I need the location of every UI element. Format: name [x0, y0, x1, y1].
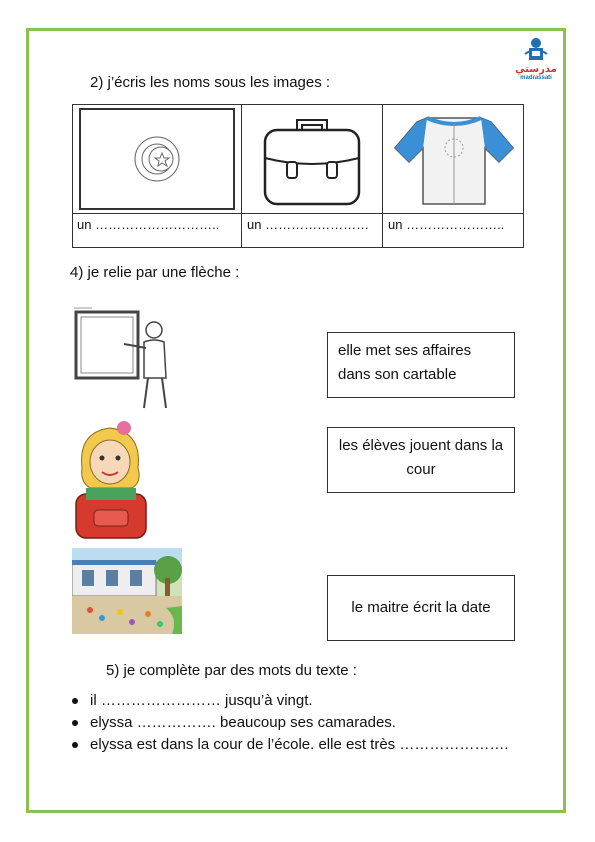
section4-title: 4) je relie par une flèche :	[70, 264, 240, 281]
completion-list	[62, 690, 542, 756]
girl-with-bag-icon	[72, 418, 152, 542]
logo-arabic: مدرستي	[515, 64, 557, 75]
list-item: elyssa est dans la cour de l’école. elle est très ………………….	[62, 734, 542, 756]
image-table	[72, 104, 524, 248]
phrase-box-3: le maitre écrit la date	[327, 575, 515, 641]
logo-icon	[521, 34, 551, 64]
tunisian-flag-icon	[79, 108, 235, 210]
caption-2: un ……………………	[247, 217, 370, 232]
madrassati-logo	[508, 34, 564, 88]
phrase-box-1: elle met ses affaires dans son cartable	[327, 332, 515, 398]
logo-latin: madrassati	[520, 75, 552, 81]
shirt-icon	[387, 108, 521, 210]
phrase-box-2: les élèves jouent dans la cour	[327, 427, 515, 493]
school-bag-icon	[247, 108, 377, 210]
section2-title: 2) j’écris les noms sous les images :	[90, 74, 331, 91]
teacher-at-board-icon	[72, 304, 182, 410]
caption-1: un ………………………..	[77, 217, 220, 232]
schoolyard-icon	[72, 548, 182, 634]
caption-3: un …………………..	[388, 217, 505, 232]
list-item: elyssa ……………. beaucoup ses camarades.	[62, 712, 542, 734]
section5-title: 5) je complète par des mots du texte :	[106, 662, 357, 679]
list-item: il …………………… jusqu’à vingt.	[62, 690, 542, 712]
